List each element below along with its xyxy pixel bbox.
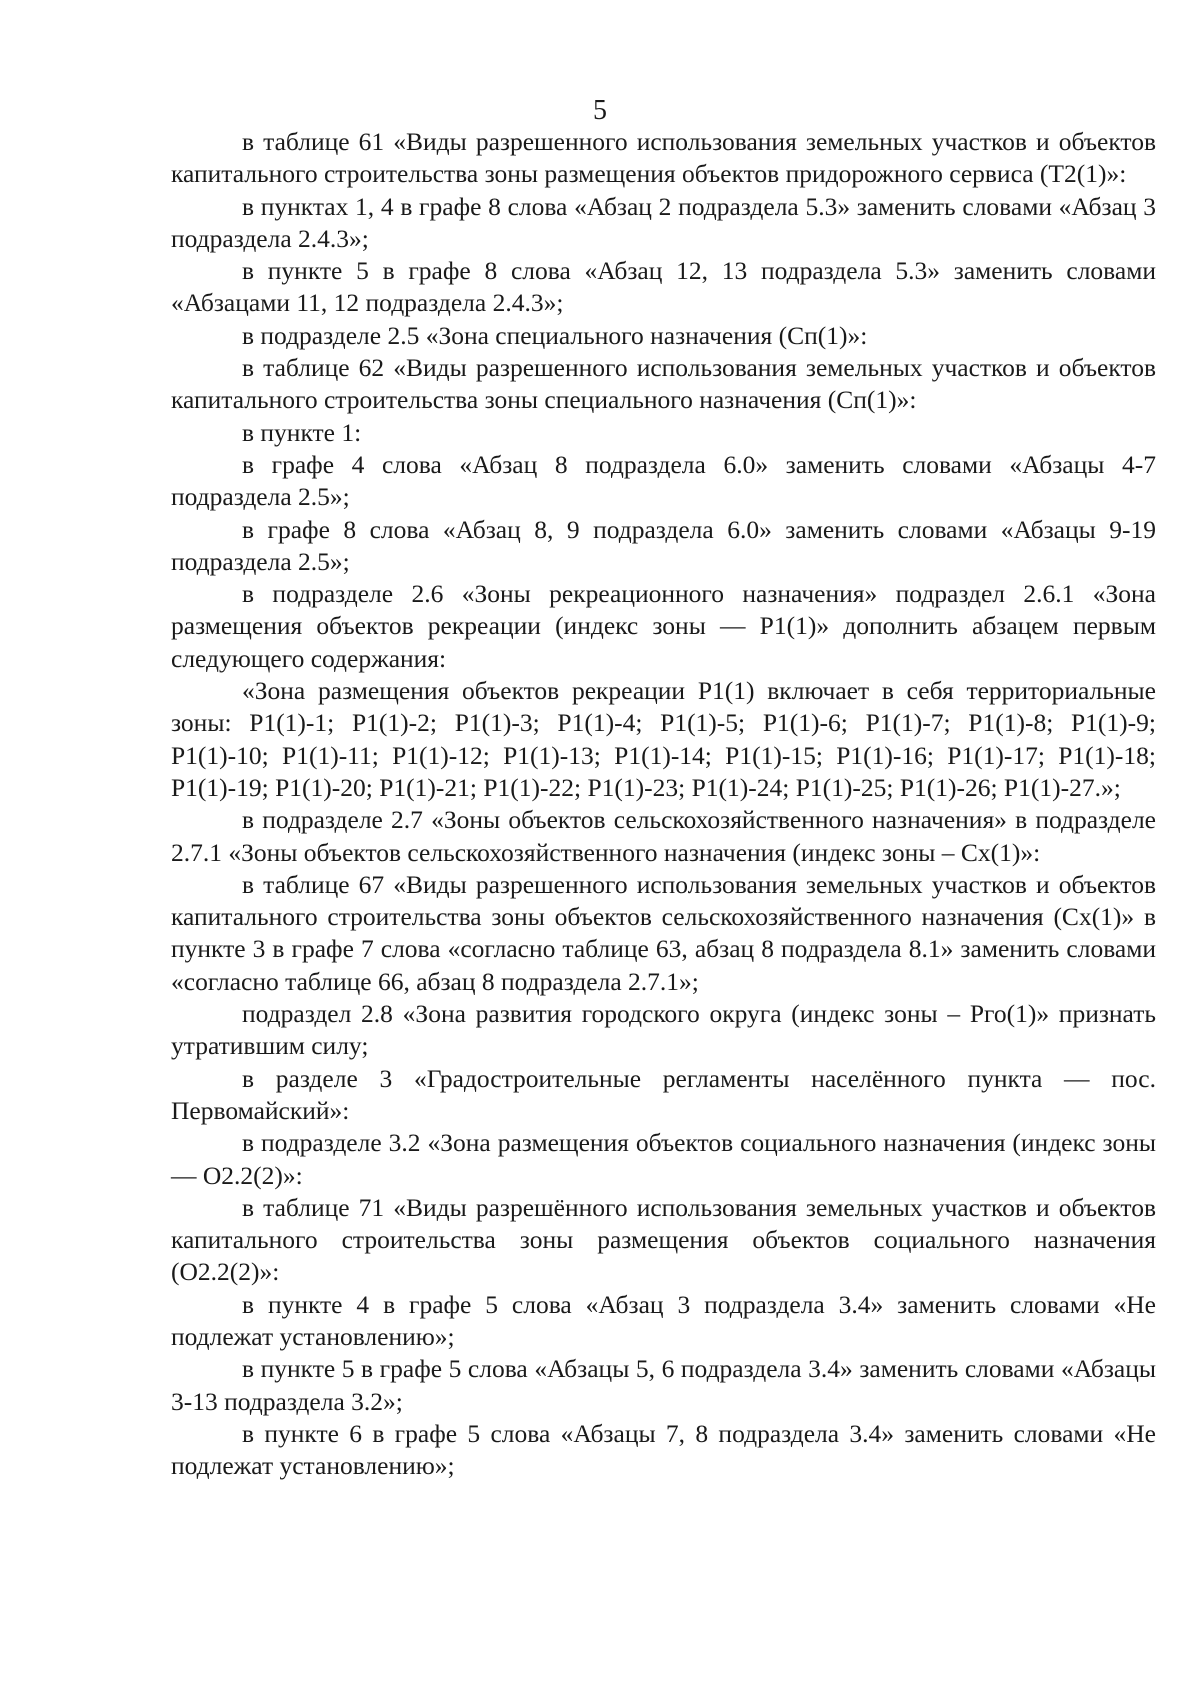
- paragraph-column-4: в графе 4 слова «Абзац 8 подраздела 6.0» заменить словами «Абзацы 4-7 подраздела 2.5»;: [171, 449, 1156, 512]
- paragraph-item-6-column-5: в пункте 6 в графе 5 слова «Абзацы 7, 8 подраздела 3.4» заменить словами «Не подлежат установлению»;: [171, 1418, 1156, 1481]
- paragraph-table-61: в таблице 61 «Виды разрешенного использования земельных участков и объектов капитального строительства зоны размещения объектов придорожного сервиса (Т2(1)»:: [171, 127, 1156, 189]
- page-number: 5: [593, 95, 607, 126]
- paragraph-table-62: в таблице 62 «Виды разрешенного использования земельных участков и объектов капитального строительства зоны специального назначения (Сп(1)»:: [171, 353, 1156, 415]
- paragraph-subsection-2-6: в подразделе 2.6 «Зоны рекреационного назначения» подраздел 2.6.1 «Зона размещения объектов рекреации (индекс зоны — Р1(1)» дополнить абзацем первым следующего содержания:: [171, 579, 1156, 673]
- paragraph-section-3: в разделе 3 «Градостроительные регламенты населённого пункта — пос. Первомайский»:: [171, 1063, 1156, 1125]
- paragraph-subsection-2-8: подраздел 2.8 «Зона развития городского округа (индекс зоны – Рго(1)» признать утратившим силу;: [171, 999, 1156, 1061]
- paragraph-item-4-column-5: в пункте 4 в графе 5 слова «Абзац 3 подраздела 3.4» заменить словами «Не подлежат установлению»;: [171, 1289, 1156, 1351]
- paragraph-recreation-zones: «Зона размещения объектов рекреации Р1(1) включает в себя территориальные зоны: Р1(1)-1; Р1(1)-2; Р1(1)-3; Р1(1)-4; Р1(1)-5; Р1(1)-6; Р1(1)-7; Р1(1)-8; Р1(1)-9; Р1(1)-10; Р1(1)-11; Р1(1)-12; Р1(1)-13; Р1(1)-14; Р1(1)-15; Р1(1)-16; Р1(1)-17; Р1(1)-18; Р1(1)-19; Р1(1)-20; Р1(1)-21; Р1(1)-22; Р1(1)-23; Р1(1)-24; Р1(1)-25; Р1(1)-26; Р1(1)-27.»;: [171, 676, 1156, 802]
- document-body: [171, 126, 1156, 1482]
- paragraph-items-1-4: в пунктах 1, 4 в графе 8 слова «Абзац 2 подраздела 5.3» заменить словами «Абзац 3 подраздела 2.4.3»;: [171, 191, 1156, 253]
- paragraph-table-71: в таблице 71 «Виды разрешённого использования земельных участков и объектов капитального строительства зоны размещения объектов социального назначения (О2.2(2)»:: [171, 1192, 1156, 1287]
- paragraph-subsection-3-2: в подразделе 3.2 «Зона размещения объектов социального назначения (индекс зоны — О2.2(2)»:: [171, 1128, 1156, 1190]
- paragraph-subsection-2-7: в подразделе 2.7 «Зоны объектов сельскохозяйственного назначения» в подразделе 2.7.1 «Зоны объектов сельскохозяйственного назначения (индекс зоны – Сх(1)»:: [171, 805, 1156, 867]
- paragraph-column-8: в графе 8 слова «Абзац 8, 9 подраздела 6.0» заменить словами «Абзацы 9-19 подраздела 2.5»;: [171, 514, 1156, 576]
- paragraph-item-5: в пункте 5 в графе 8 слова «Абзац 12, 13 подраздела 5.3» заменить словами «Абзацами 11, 12 подраздела 2.4.3»;: [171, 256, 1156, 318]
- paragraph-table-67: в таблице 67 «Виды разрешенного использования земельных участков и объектов капитального строительства зоны объектов сельскохозяйственного назначения (Сх(1)» в пункте 3 в графе 7 слова «согласно таблице 63, абзац 8 подраздела 8.1» заменить словами «согласно таблице 66, абзац 8 подраздела 2.7.1»;: [171, 869, 1156, 996]
- paragraph-item-5-column-5: в пункте 5 в графе 5 слова «Абзацы 5, 6 подраздела 3.4» заменить словами «Абзацы 3-13 подраздела 3.2»;: [171, 1354, 1156, 1416]
- paragraph-item-1: в пункте 1:: [242, 417, 362, 447]
- paragraph-subsection-2-5: в подразделе 2.5 «Зона специального назначения (Сп(1)»:: [242, 320, 868, 350]
